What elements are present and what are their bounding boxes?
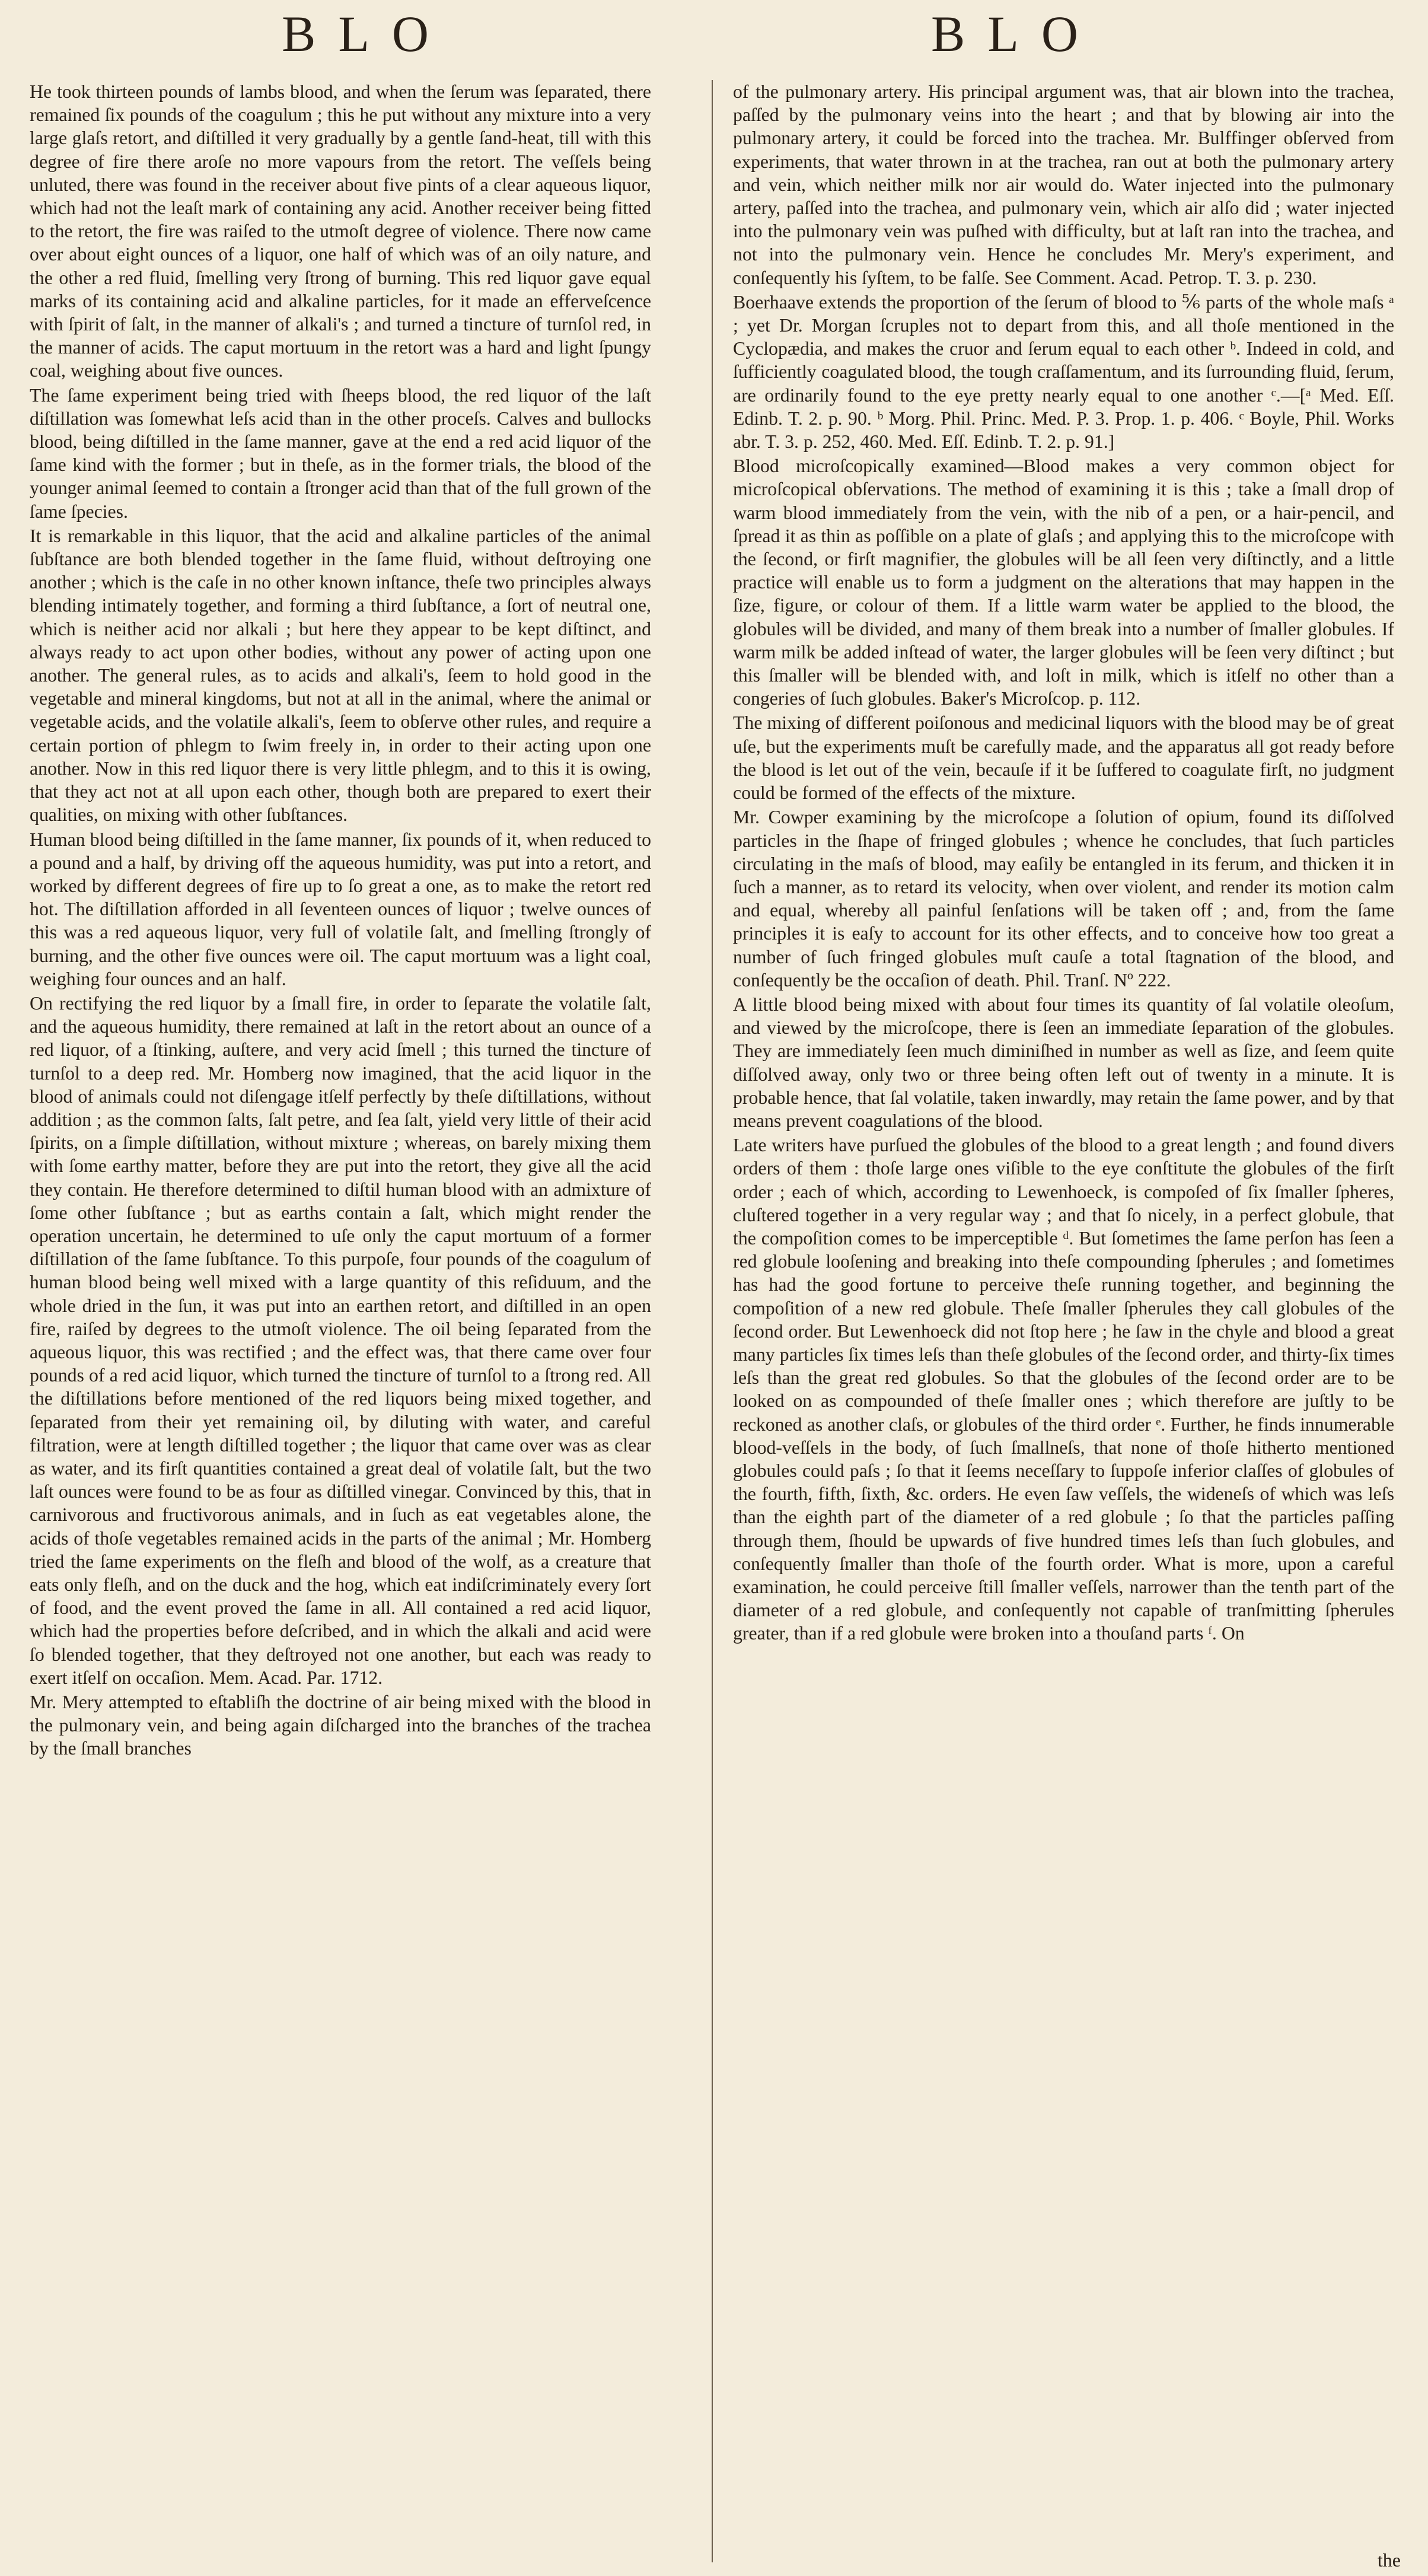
left-column: [30, 80, 651, 2565]
running-head-right: BLO: [931, 5, 1101, 62]
running-head-left: BLO: [282, 5, 451, 62]
right-column: [733, 80, 1394, 2565]
paragraph: It is remarkable in this liquor, that the acid and alkaline particles of the animal ſubſtance are both blended together in the ſame fluid, without deſtroying one another ; which is the caſe in no other known inſtance, theſe two principles always blending intimately together, and forming a third ſubſtance, a ſort of neutral one, which is neither acid nor alkali ; but here they appear to be kept diſtinct, and always ready to act upon other bodies, without any power of acting upon one another. The general rules, as to acids and alkali's, ſeem to hold good in the vegetable and mineral kingdoms, but not at all in the animal, where the animal or vegetable acids, and the volatile alkali's, ſeem to obſerve other rules, and require a certain portion of phlegm to ſwim freely in, in order to their acting upon one another. Now in this red liquor there is very little phlegm, and to this it is owing, that they act not at all upon each other, though both are prepared to exert their qualities, on mixing with other ſubſtances.: [30, 525, 651, 826]
paragraph: Late writers have purſued the globules of the blood to a great length ; and found divers orders of them : thoſe large ones viſible to the eye conſtitute the globules of the firſt order ; each of which, according to Lewenhoeck, is compoſed of ſix ſmaller ſpheres, cluſtered together in a very regular way ; and that ſo nicely, in a perfect globule, that the compoſition comes to be imperceptible ᵈ. But ſometimes the ſame perſon has ſeen a red globule looſening and breaking into theſe compounding ſpherules ; and ſometimes has had the good fortune to perceive theſe running together, and beginning the compoſition of a new red globule. Theſe ſmaller ſpherules they call globules of the ſecond order. But Lewenhoeck did not ſtop here ; he ſaw in the chyle and blood a great many particles ſix times leſs than theſe globules of the ſecond order, and thirty-ſix times leſs than the great red globules. So that the globules of the ſecond order are to be looked on as compounded of theſe ſmaller ones ; which therefore are juſtly to be reckoned as another claſs, or globules of the third order ᵉ. Further, he finds innumerable blood-veſſels in the body, of ſuch ſmallneſs, that none of thoſe hitherto mentioned globules could paſs ; ſo that it ſeems neceſſary to ſuppoſe inferior claſſes of globules of the fourth, fifth, ſixth, &c. orders. He even ſaw veſſels, the wideneſs of which was leſs than the eighth part of the diameter of a red globule ; ſo that the particles paſſing through them, ſhould be upwards of five hundred times leſs than ſuch globules, and conſequently ſmaller than thoſe of the fourth order. What is more, upon a careful examination, he could perceive ſtill ſmaller veſſels, narrower than the tenth part of the diameter of a red globule, and conſequently not capable of tranſmitting ſpherules greater, than if a red globule were broken into a thouſand parts ᶠ. On: [733, 1135, 1394, 1644]
paragraph: Boerhaave extends the proportion of the ſerum of blood to ⅚ parts of the whole maſs ᵃ ; yet Dr. Morgan ſcruples not to depart from this, and all thoſe mentioned in the Cyclopædia, and makes the cruor and ſerum equal to each other ᵇ. Indeed in cold, and ſufficiently coagulated blood, the tough craſſamentum, and its ſurrounding fluid, ſerum, are ordinarily found to the eye pretty nearly equal to one another ᶜ.—[ᵃ Med. Eſſ. Edinb. T. 2. p. 90. ᵇ Morg. Phil. Princ. Med. P. 3. Prop. 1. p. 406. ᶜ Boyle, Phil. Works abr. T. 3. p. 252, 460. Med. Eſſ. Edinb. T. 2. p. 91.]: [733, 291, 1394, 453]
paragraph: The ſame experiment being tried with ſheeps blood, the red liquor of the laſt diſtillation was ſomewhat leſs acid than in the other proceſs. Calves and bullocks blood, being diſtilled in the ſame manner, gave at the end a red acid liquor of the ſame kind with the former ; but in theſe, as in the former trials, the blood of the younger animal ſeemed to contain a ſtronger acid than that of the full grown of the ſame ſpecies.: [30, 384, 651, 522]
paragraph: of the pulmonary artery. His principal argument was, that air blown into the trachea, paſſed by the pulmonary veins into the heart ; and that by blowing air into the pulmonary artery, it could be forced into the trachea. Mr. Bulffinger obſerved from experiments, that water thrown in at the trachea, ran out at both the pulmonary artery and vein, which neither milk nor air would do. Water injected into the pulmonary artery, paſſed into the trachea, and pulmonary vein, which air alſo did ; water injected into the pulmonary vein was puſhed with difficulty, but at laſt ran into the trachea, and not into the pulmonary vein. Hence he concludes Mr. Mery's experiment, and conſequently his ſyſtem, to be falſe. See Comment. Acad. Petrop. T. 3. p. 230.: [733, 81, 1394, 288]
paragraph: Blood microſcopically examined—Blood makes a very common object for microſcopical obſervations. The method of examining it is this ; take a ſmall drop of warm blood immediately from the vein, with the nib of a pen, or a hair-pencil, and ſpread it as thin as poſſible on a plate of glaſs ; and applying this to the microſcope with the ſecond, or firſt magnifier, the globules will be all ſeen very diſtinctly, and a little practice will enable us to form a judgment on the alterations that may happen in the ſize, figure, or colour of them. If a little warm water be applied to the blood, the globules will be divided, and many of them break into a number of ſmaller globules. If warm milk be added inſtead of water, the larger globules will be ſeen very diſtinct ; but this ſmaller will be blended with, and loſt in milk, which is itſelf no other than a congeries of ſuch globules. Baker's Microſcop. p. 112.: [733, 456, 1394, 709]
column-divider: [712, 80, 713, 2562]
catchword: the: [1377, 2549, 1401, 2571]
paragraph: The mixing of different poiſonous and medicinal liquors with the blood may be of great uſe, but the experiments muſt be carefully made, and the apparatus all got ready before the blood is let out of the vein, becauſe if it be ſuffered to coagulate firſt, no judgment could be formed of the effects of the mixture.: [733, 712, 1394, 804]
paragraph: He took thirteen pounds of lambs blood, and when the ſerum was ſeparated, there remained ſix pounds of the coagulum ; this he put without any mixture into a very large glaſs retort, and diſtilled it very gradually by a gentle ſand-heat, till with this degree of fire there aroſe no more vapours from the retort. The veſſels being unluted, there was found in the receiver about five pints of a clear aqueous liquor, which had not the leaſt mark of containing any acid. Another receiver being fitted to the retort, the fire was raiſed to the utmoſt degree of violence. There now came over about eight ounces of a liquor, one half of which was of an oily nature, and the other a red fluid, ſmelling very ſtrong of burning. This red liquor gave equal marks of its containing acid and alkaline particles, for it made an effervеſcence with ſpirit of ſalt, in the manner of alkali's ; and turned a tincture of turnſol red, in the manner of acids. The caput mortuum in the retort was a hard and light ſpungy coal, weighing about five ounces.: [30, 81, 651, 381]
paragraph: On rectifying the red liquor by a ſmall fire, in order to ſeparate the volatile ſalt, and the aqueous humidity, there remained at laſt in the retort about an ounce of a red liquor, of a ſtinking, auſtere, and very acid ſmell ; this turned the tincture of turnſol to a deep red. Mr. Homberg now imagined, that the acid liquor in the blood of animals could not diſengage itſelf perfectly by theſe diſtillations, without addition ; as the common ſalts, ſalt petre, and ſea ſalt, yield very little of their acid ſpirits, on a ſimple diſtillation, without mixture ; whereas, on barely mixing them with ſome earthy matter, before they are put into the retort, they give all the acid they contain. He therefore determined to diſtil human blood with an admixture of ſome other ſubſtance ; but as earths contain a ſalt, which might render the operation uncertain, he determined to uſe only the caput mortuum of a former diſtillation of the ſame ſubſtance. To this purpoſe, four pounds of the coagulum of human blood being well mixed with a large quantity of this reſiduum, and the whole dried in the ſun, it was put into an earthen retort, and diſtilled in an open fire, raiſed by degrees to the utmoſt violence. The oil being ſeparated from the aqueous liquor, this was rectified ; and the effect was, that there came over four pounds of a red acid liquor, which turned the tincture of turnſol to a ſtrong red. All the diſtillations before mentioned of the red liquors being mixed together, and ſeparated from their yet remaining oil, by diluting with water, and careful filtration, were at length diſtilled together ; the liquor that came over was as clear as water, and its firſt quantities contained a great deal of volatile ſalt, but the two laſt ounces were found to be as four as diſtilled vinegar. Convinced by this, that in carnivorous and fructivorous animals, and in ſuch as eat vegetables alone, the acids of thoſe vegetables remained acids in the parts of the animal ; Mr. Homberg tried the ſame experiments on the fleſh and blood of the wolf, as a creature that eats only fleſh, and on the duck and the hog, which eat indiſcriminately every ſort of food, and the event proved the ſame in all. All contained a red acid liquor, which had the properties before deſcribed, and in which the alkali and acid were ſo blended together, that they deſtroyed not one another, but each was ready to exert itſelf on occaſion. Mem. Acad. Par. 1712.: [30, 992, 651, 1688]
paragraph: Human blood being diſtilled in the ſame manner, ſix pounds of it, when reduced to a pound and a half, by driving off the aqueous humidity, was put into a retort, and worked by different degrees of fire up to ſo great a one, as to make the retort red hot. The diſtillation afforded in all ſeventeen ounces of liquor ; twelve ounces of this was a red aqueous liquor, very full of volatile ſalt, and ſmelling ſtrongly of burning, and the other five ounces were oil. The caput mortuum was a light coal, weighing four ounces and an half.: [30, 829, 651, 989]
paragraph: Mr. Cowper examining by the microſcope a ſolution of opium, found its diſſolved particles in the ſhape of fringed globules ; whence he concludes, that ſuch particles circulating in the maſs of blood, may eaſily be entangled in its ferum, and thicken it in ſuch a manner, as to retard its velocity, when over violent, and render its motion calm and equal, whereby all painful ſenſations will be taken off ; and, from the ſame principles it is eaſy to account for its other effects, and to conceive how too great a number of ſuch fringed globules muſt cauſe a total ſtagnation of the blood, and conſequently be the occaſion of death. Phil. Tranſ. Nº 222.: [733, 807, 1394, 991]
paragraph: Mr. Mery attempted to eſtabliſh the doctrine of air being mixed with the blood in the pulmonary vein, and being again diſcharged into the branches of the trachea by the ſmall branches: [30, 1692, 651, 1759]
paragraph: A little blood being mixed with about four times its quantity of ſal volatile oleoſum, and viewed by the microſcope, there is ſeen an immediate ſeparation of the globules. They are immediately ſeen much diminiſhed in number as well as ſize, and ſeem quite diſſolved away, only two or three being often left out of twenty in a minute. It is probable hence, that ſal volatile, taken inwardly, may retain the ſame power, and by that means prevent coagulations of the blood.: [733, 994, 1394, 1131]
